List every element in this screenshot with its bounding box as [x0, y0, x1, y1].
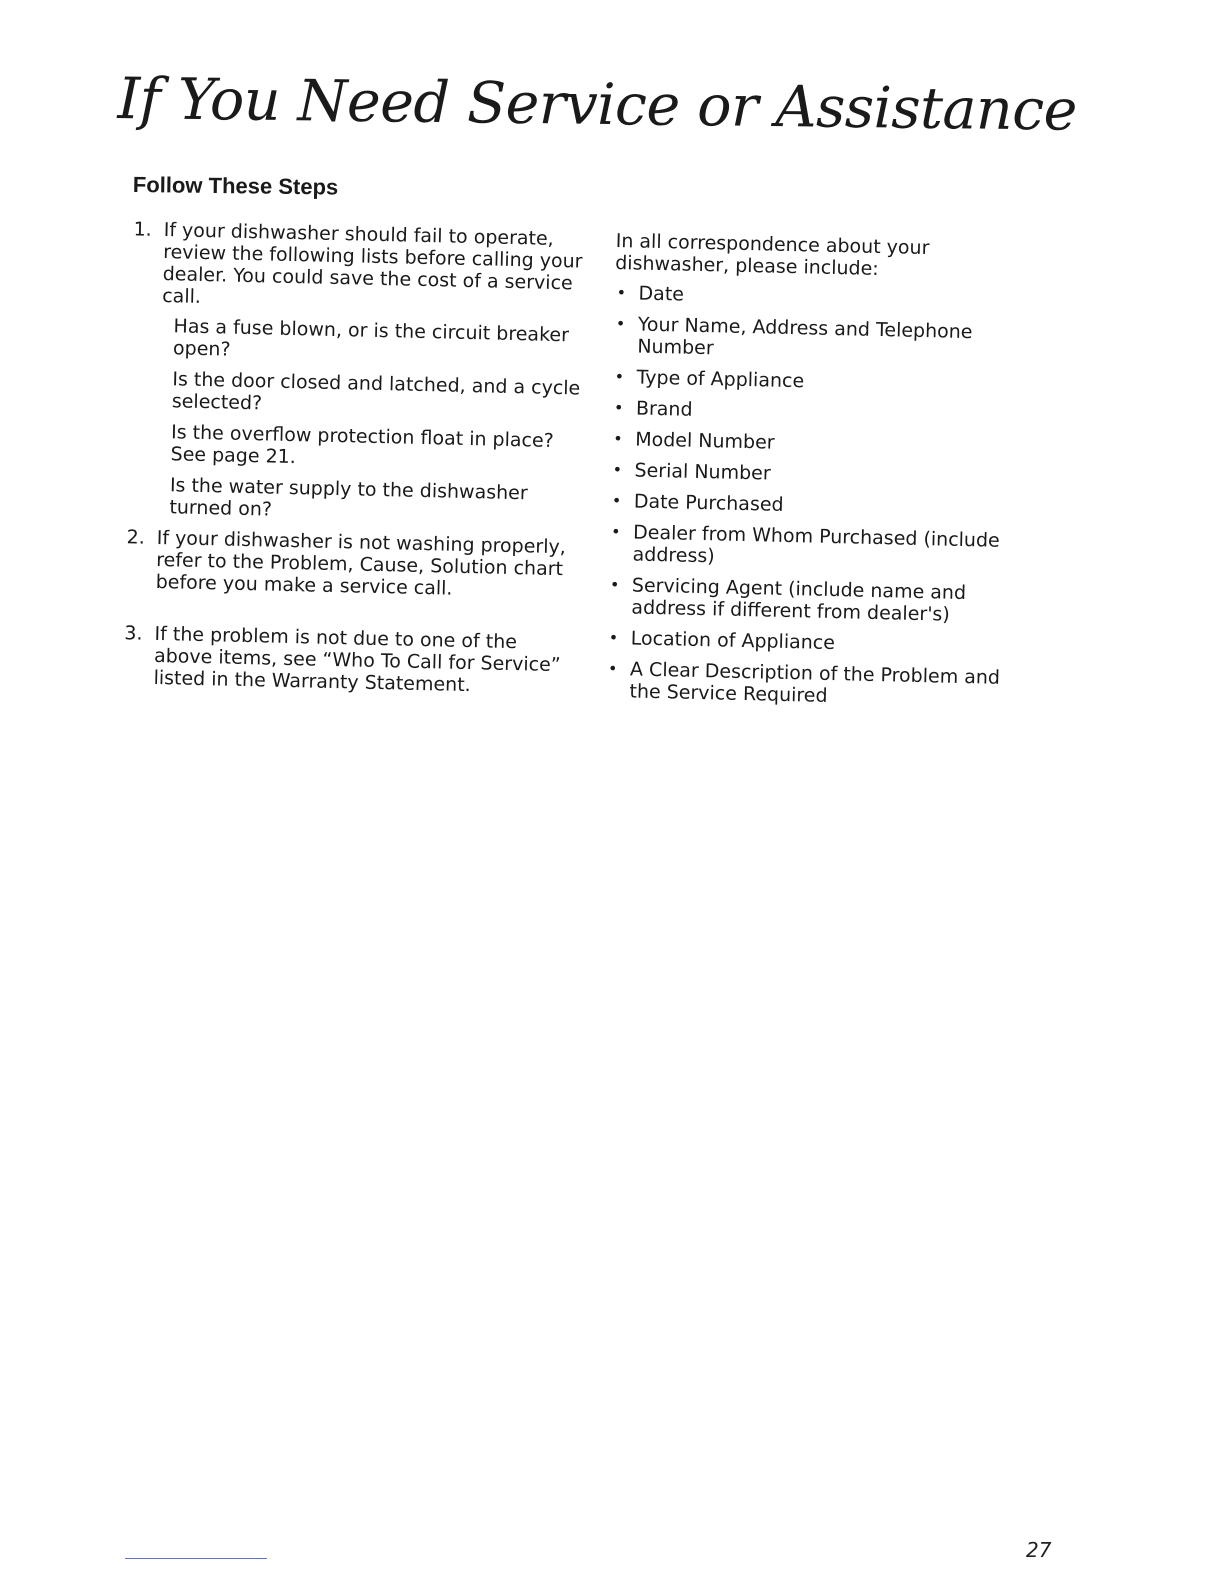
- bullet-icon: •: [611, 490, 622, 511]
- include-item: [612, 366, 1032, 398]
- include-item: [611, 428, 1031, 460]
- include-item: [614, 282, 1034, 314]
- page-number: 27: [1026, 1538, 1052, 1562]
- step-item: [111, 218, 588, 528]
- page-title: If You Need Service or Assistance: [117, 66, 1078, 144]
- include-item-text: Type of Appliance: [636, 366, 805, 393]
- include-list: [605, 282, 1034, 711]
- check-item: Has a fuse blown, or is the circuit breaker open?: [172, 315, 570, 361]
- include-item-text: Dealer from Whom Purchased (include address): [632, 521, 1000, 568]
- bullet-icon: •: [608, 627, 619, 648]
- check-list: [169, 315, 585, 527]
- correspondence-column: [605, 230, 1036, 720]
- correspondence-intro: In all correspondence about your dishwasher, please include:: [615, 230, 930, 280]
- include-item: [605, 658, 1026, 712]
- bullet-icon: •: [613, 398, 624, 418]
- include-item-text: Serial Number: [634, 459, 771, 485]
- include-item-text: Location of Appliance: [630, 627, 836, 655]
- bullet-icon: •: [607, 658, 618, 679]
- step-number: 1.: [133, 218, 152, 241]
- include-item: [606, 627, 1026, 659]
- include-item-text: Servicing Agent (include name and address if different from dealer's): [631, 574, 967, 626]
- step-item: [107, 622, 578, 699]
- check-item: Is the overflow protection float in place? See page 21.: [170, 421, 555, 469]
- bullet-icon: •: [616, 283, 627, 303]
- bullet-icon: •: [612, 459, 623, 480]
- include-item-text: Your Name, Address and Telephone Number: [637, 313, 973, 360]
- step-text: If the problem is not due to one of the above items, see “Who To Call for Service” listed in the Warranty Statement.: [153, 622, 561, 697]
- include-item-text: A Clear Description of the Problem and the Service Required: [629, 658, 1001, 707]
- include-item-text: Brand: [635, 397, 693, 421]
- include-item: [610, 490, 1030, 522]
- include-item: [608, 521, 1029, 575]
- steps-column: [107, 218, 588, 699]
- include-item-text: Date: [638, 282, 685, 306]
- footer-rule: [125, 1558, 267, 1559]
- step-number: 2.: [126, 526, 146, 549]
- check-item: Is the door closed and latched, and a cycle selected?: [171, 368, 581, 415]
- section-heading: Follow These Steps: [132, 172, 339, 200]
- include-item-text: Date Purchased: [633, 490, 784, 516]
- include-item: [610, 459, 1030, 491]
- bullet-icon: •: [609, 574, 620, 595]
- include-item: [607, 574, 1028, 628]
- bullet-icon: •: [610, 521, 621, 542]
- bullet-icon: •: [614, 367, 625, 387]
- step-text: If your dishwasher should fail to operate, review the following lists before calling your dealer. You could save the cost of a service call.: [161, 219, 583, 308]
- bullet-icon: •: [613, 428, 623, 449]
- step-text: If your dishwasher is not washing properly, refer to the Problem, Cause, Solution chart before you make a service call.: [155, 526, 567, 600]
- step-number: 3.: [124, 622, 143, 645]
- bullet-icon: •: [615, 314, 626, 334]
- include-item-text: Model Number: [635, 428, 775, 454]
- check-item: Is the water supply to the dishwasher turned on?: [169, 474, 528, 521]
- include-item: [613, 313, 1034, 367]
- step-item: [110, 526, 581, 603]
- include-item: [612, 397, 1032, 429]
